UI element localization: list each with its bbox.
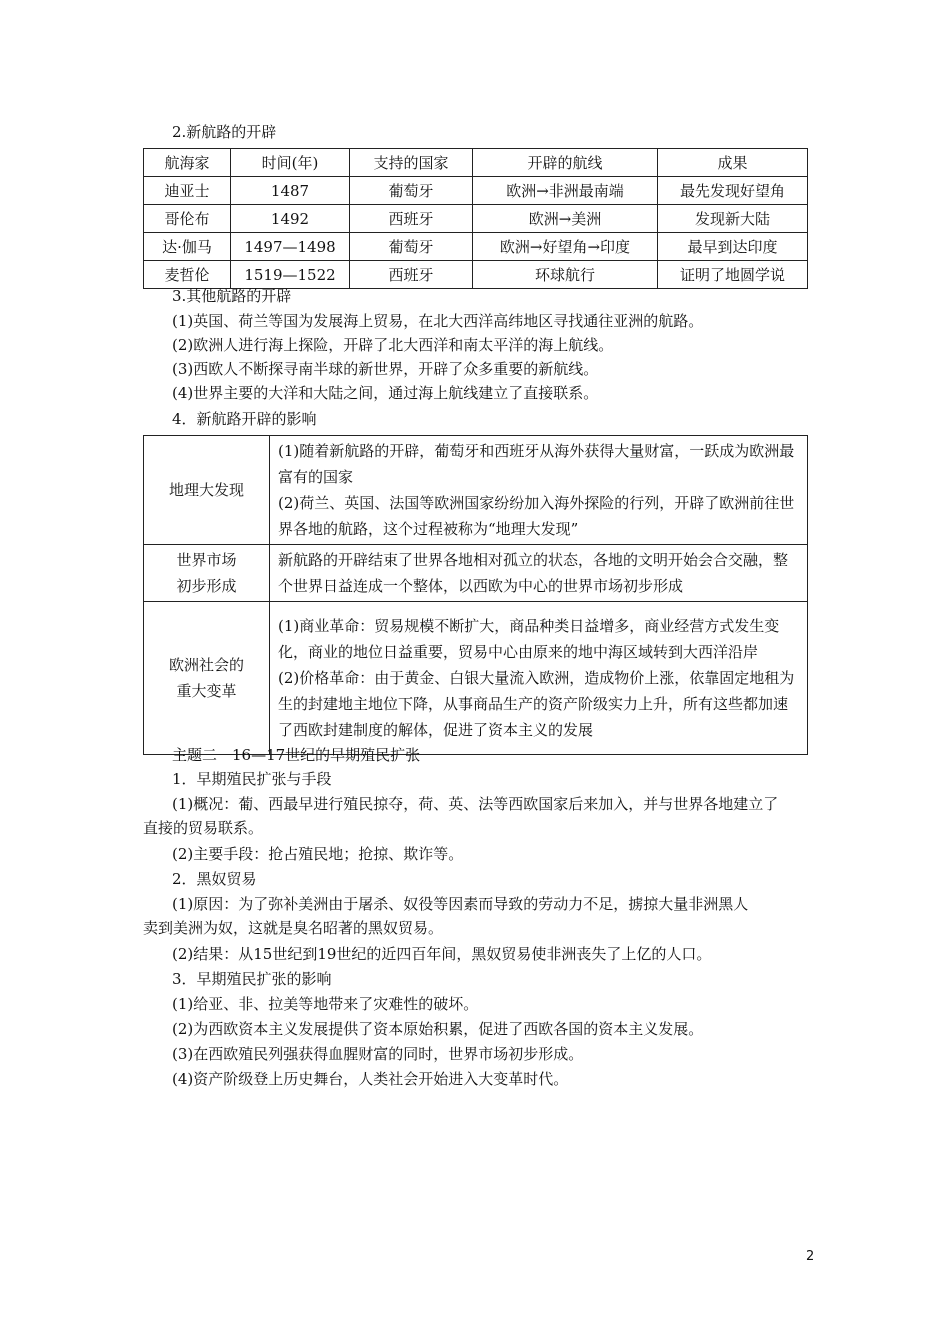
table-cell: 环球航行 [473, 261, 658, 289]
list-item: (4)资产阶级登上历史舞台，人类社会开始进入大变革时代。 [172, 1070, 569, 1088]
table-cell: 1497—1498 [231, 233, 350, 261]
table-cell: 西班牙 [350, 205, 473, 233]
table-cell: 迪亚士 [144, 177, 231, 205]
section-4-title: 4．新航路开辟的影响 [172, 410, 317, 428]
table-cell: 最先发现好望角 [658, 177, 808, 205]
paragraph-line: 卖到美洲为奴，这就是臭名昭著的黑奴贸易。 [143, 919, 444, 937]
table-value-cell: (1)商业革命：贸易规模不断扩大，商品种类日益增多，商业经营方式发生变化，商业的地位日益重要，贸易中心由原来的地中海区域转到大西洋沿岸 (2)价格革命：由于黄金、白银大量流入欧洲，造成物价上涨，依靠固定地租为生的封建地主地位下降，从事商品生产的资产阶级实力上升，所有这些都加速了西欧封建制度的解体，促进了资本主义的发展 [270, 602, 808, 755]
paragraph-line: (1)原因：为了弥补美洲由于屠杀、奴役等因素而导致的劳动力不足，掳掠大量非洲黑人 [172, 895, 749, 913]
list-item: (3)在西欧殖民列强获得血腥财富的同时，世界市场初步形成。 [172, 1045, 584, 1063]
navigators-table [143, 148, 808, 289]
paragraph-line: (1)概况：葡、西最早进行殖民掠夺，荷、英、法等西欧国家后来加入，并与世界各地建立了 [172, 795, 779, 813]
page-number: 2 [806, 1249, 815, 1264]
table-cell: 西班牙 [350, 261, 473, 289]
table-row [144, 233, 808, 261]
list-item: (1)给亚、非、拉美等地带来了灾难性的破坏。 [172, 995, 479, 1013]
list-item: (4)世界主要的大洋和大陆之间，通过海上航线建立了直接联系。 [172, 384, 599, 402]
table-cell: 1492 [231, 205, 350, 233]
list-item: (1)英国、荷兰等国为发展海上贸易，在北大西洋高纬地区寻找通往亚洲的航路。 [172, 312, 704, 330]
table-cell: 1487 [231, 177, 350, 205]
list-item: (2)欧洲人进行海上探险，开辟了北大西洋和南太平洋的海上航线。 [172, 336, 614, 354]
table-header-cell: 航海家 [144, 149, 231, 177]
table-value-cell: (1)随着新航路的开辟，葡萄牙和西班牙从海外获得大量财富，一跃成为欧洲最富有的国家 (2)荷兰、英国、法国等欧洲国家纷纷加入海外探险的行列，开辟了欧洲前往世界各地的航路，这个过程被称为“地理大发现” [270, 436, 808, 545]
table-key-cell: 欧洲社会的 重大变革 [144, 602, 270, 755]
table-value-cell: 新航路的开辟结束了世界各地相对孤立的状态，各地的文明开始会合交融，整个世界日益连成一个整体，以西欧为中心的世界市场初步形成 [270, 545, 808, 602]
table-row [144, 436, 808, 545]
theme-2-title: 主题二 16—17世纪的早期殖民扩张 [172, 746, 421, 764]
subsection-title: 3．早期殖民扩张的影响 [172, 970, 332, 988]
section-3-title: 3.其他航路的开辟 [172, 287, 292, 305]
subsection-title: 2．黑奴贸易 [172, 870, 257, 888]
table-header-cell: 支持的国家 [350, 149, 473, 177]
list-item: (3)西欧人不断探寻南半球的新世界，开辟了众多重要的新航线。 [172, 360, 599, 378]
paragraph-line: (2)主要手段：抢占殖民地；抢掠、欺诈等。 [172, 845, 464, 863]
table-row [144, 205, 808, 233]
table-row [144, 602, 808, 755]
table-cell: 葡萄牙 [350, 233, 473, 261]
table-key-cell: 地理大发现 [144, 436, 270, 545]
paragraph-line: 直接的贸易联系。 [143, 819, 264, 837]
paragraph-line: (2)结果：从15世纪到19世纪的近四百年间，黑奴贸易使非洲丧失了上亿的人口。 [172, 945, 712, 963]
table-cell: 哥伦布 [144, 205, 231, 233]
table-row [144, 545, 808, 602]
table-cell: 葡萄牙 [350, 177, 473, 205]
subsection-title: 1．早期殖民扩张与手段 [172, 770, 332, 788]
table-cell: 最早到达印度 [658, 233, 808, 261]
table-cell: 欧洲→非洲最南端 [473, 177, 658, 205]
section-2-title: 2.新航路的开辟 [172, 123, 277, 141]
table-cell: 达·伽马 [144, 233, 231, 261]
table-cell: 1519—1522 [231, 261, 350, 289]
table-header-cell: 成果 [658, 149, 808, 177]
table-row [144, 177, 808, 205]
table-cell: 欧洲→美洲 [473, 205, 658, 233]
table-key-cell: 世界市场 初步形成 [144, 545, 270, 602]
table-header-row [144, 149, 808, 177]
impact-table [143, 435, 808, 755]
table-header-cell: 时间(年) [231, 149, 350, 177]
table-header-cell: 开辟的航线 [473, 149, 658, 177]
table-cell: 麦哲伦 [144, 261, 231, 289]
table-cell: 发现新大陆 [658, 205, 808, 233]
table-cell: 证明了地圆学说 [658, 261, 808, 289]
list-item: (2)为西欧资本主义发展提供了资本原始积累，促进了西欧各国的资本主义发展。 [172, 1020, 704, 1038]
table-cell: 欧洲→好望角→印度 [473, 233, 658, 261]
